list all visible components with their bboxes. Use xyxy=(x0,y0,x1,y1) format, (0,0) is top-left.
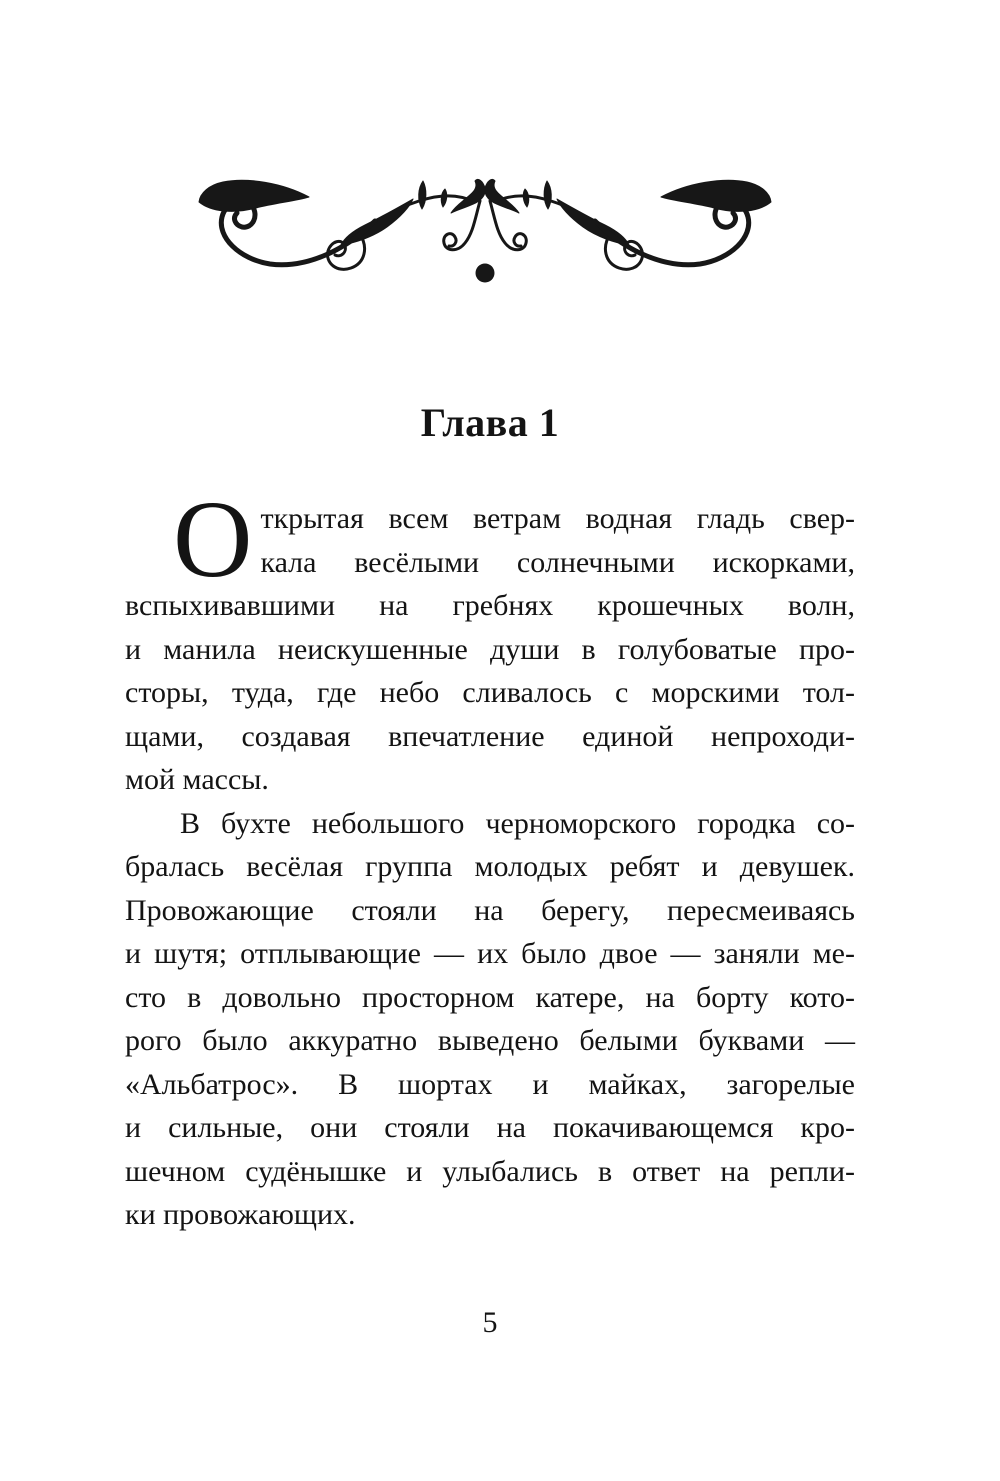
ornament-dot xyxy=(476,264,495,283)
paragraph-2 xyxy=(125,802,855,1237)
chapter-title: Глава 1 xyxy=(420,399,560,445)
text-line: Провожающие стояли на берегу, пересмеиваясь xyxy=(125,893,855,927)
text-line: кала весёлыми солнечными искорками, xyxy=(260,545,855,579)
text-line: бралась весёлая группа молодых ребят и девушек. xyxy=(125,850,855,883)
text-line: мой массы. xyxy=(125,763,269,796)
page-number: 5 xyxy=(482,1306,498,1339)
text-line: шечном судёнышке и улыбались в ответ на репли- xyxy=(125,1154,855,1188)
text-line: «Альбатрос». В шортах и майках, загорелые xyxy=(125,1067,855,1101)
paragraph-1 xyxy=(125,478,855,802)
text-line: В бухте небольшого черноморского городка со- xyxy=(180,806,855,840)
drop-cap: О xyxy=(173,478,253,600)
text-line: ки провожающих. xyxy=(125,1198,356,1231)
text-line: сторы, туда, где небо сливалось с морскими тол- xyxy=(125,676,855,709)
text-line: и шутя; отплывающие — их было двое — заняли ме- xyxy=(125,937,855,970)
text-line: рого было аккуратно выведено белыми буквами — xyxy=(125,1024,855,1057)
text-line: вспыхивавшими на гребнях крошечных волн, xyxy=(125,589,855,622)
text-line: сто в довольно просторном катере, на борту кото- xyxy=(125,980,855,1014)
text-line: ткрытая всем ветрам водная гладь свер- xyxy=(260,502,855,535)
text-line: и манила неискушенные души в голубоватые про- xyxy=(125,632,855,666)
flourish-ornament-icon xyxy=(195,175,775,290)
text-line: щами, создавая впечатление единой непроходи- xyxy=(125,719,855,753)
text-line: и сильные, они стояли на покачивающемся кро- xyxy=(125,1111,855,1144)
body-text xyxy=(125,478,855,1237)
